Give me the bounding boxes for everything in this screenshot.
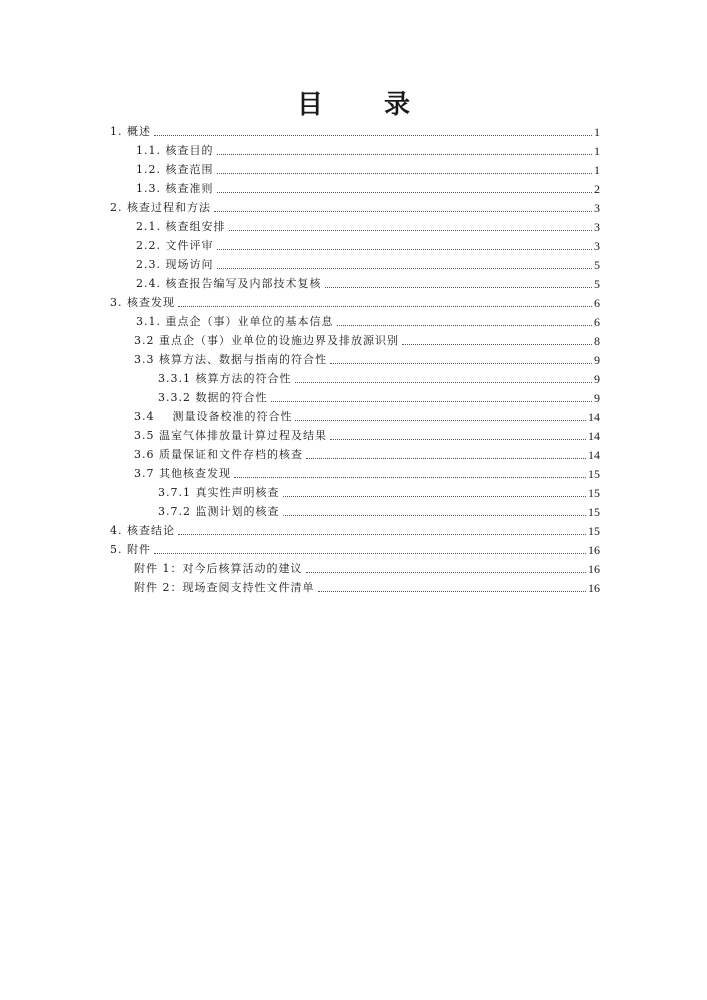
toc-entry-3-7-1[interactable] — [158, 484, 600, 500]
toc-entry-page: 16 — [588, 562, 600, 576]
toc-entry-label: 2.4. 核查报告编写及内部技术复核 — [136, 277, 322, 290]
toc-entry-1[interactable] — [110, 123, 600, 139]
toc-entry-5[interactable] — [110, 541, 600, 557]
toc-entry-page: 15 — [588, 524, 600, 538]
toc-entry-1-1[interactable] — [136, 142, 600, 158]
toc-entry-page: 1 — [594, 125, 600, 139]
toc-entry-label: 3.7 其他核查发现 — [134, 467, 231, 480]
dot-leader — [402, 344, 592, 345]
toc-entry-1-3[interactable] — [136, 180, 600, 196]
toc-entry-label: 附件 1：对今后核算活动的建议 — [134, 562, 303, 575]
toc-entry-page: 8 — [594, 334, 600, 348]
toc-entry-3[interactable] — [110, 294, 600, 310]
toc-entry-label: 2.1. 核查组安排 — [136, 220, 226, 233]
dot-leader — [325, 287, 593, 288]
dot-leader — [283, 496, 587, 497]
toc-entry-3-2[interactable] — [134, 332, 600, 348]
toc-entry-label: 3.1. 重点企（事）业单位的基本信息 — [136, 315, 334, 328]
dot-leader — [217, 173, 593, 174]
toc-entry-2-4[interactable] — [136, 275, 600, 291]
toc-entry-page: 5 — [594, 258, 600, 272]
toc-entry-page: 1 — [594, 163, 600, 177]
toc-entry-page: 15 — [588, 505, 600, 519]
toc-entry-page: 1 — [594, 144, 600, 158]
toc-entry-3-5[interactable] — [134, 427, 600, 443]
dot-leader — [330, 439, 586, 440]
dot-leader — [330, 363, 592, 364]
toc-entry-page: 5 — [594, 277, 600, 291]
toc-entry-page: 9 — [594, 372, 600, 386]
toc-entry-label: 2. 核查过程和方法 — [110, 201, 211, 214]
toc-entry-3-3[interactable] — [134, 351, 600, 367]
toc-entry-appendix-2[interactable] — [134, 579, 600, 595]
dot-leader — [295, 420, 586, 421]
toc-entry-3-4[interactable] — [134, 408, 600, 424]
dot-leader — [234, 477, 586, 478]
toc-entry-page: 6 — [594, 315, 600, 329]
toc-entry-label: 3. 核查发现 — [110, 296, 175, 309]
toc-entry-label: 3.3.2 数据的符合性 — [158, 391, 268, 404]
toc-entry-label: 3.4 测量设备校准的符合性 — [134, 410, 293, 423]
toc-entry-page: 14 — [588, 429, 600, 443]
toc-entry-page: 3 — [594, 201, 600, 215]
dot-leader — [178, 534, 586, 535]
toc-entry-label: 2.2. 文件评审 — [136, 239, 214, 252]
toc-entry-3-6[interactable] — [134, 446, 600, 462]
toc-entry-label: 5. 附件 — [110, 543, 151, 556]
toc-entry-3-3-2[interactable] — [158, 389, 600, 405]
dot-leader — [217, 154, 593, 155]
toc-entry-label: 3.7.1 真实性声明核查 — [158, 486, 280, 499]
dot-leader — [178, 306, 592, 307]
dot-leader — [217, 192, 593, 193]
toc-entry-page: 3 — [594, 239, 600, 253]
toc-entry-label: 3.6 质量保证和文件存档的核查 — [134, 448, 303, 461]
toc-entry-3-3-1[interactable] — [158, 370, 600, 386]
toc-entry-label: 1. 概述 — [110, 125, 151, 138]
dot-leader — [306, 572, 587, 573]
toc-entry-label: 4. 核查结论 — [110, 524, 175, 537]
toc-entry-1-2[interactable] — [136, 161, 600, 177]
dot-leader — [154, 553, 586, 554]
toc-entry-label: 2.3. 现场访问 — [136, 258, 214, 271]
toc-entry-2-3[interactable] — [136, 256, 600, 272]
toc-entry-page: 9 — [594, 391, 600, 405]
dot-leader — [283, 515, 587, 516]
toc-entry-page: 6 — [594, 296, 600, 310]
dot-leader — [229, 230, 593, 231]
dot-leader — [306, 458, 586, 459]
toc-entry-label: 1.3. 核查准则 — [136, 182, 214, 195]
toc-entry-label: 附件 2：现场查阅支持性文件清单 — [134, 581, 315, 594]
toc-entry-2-1[interactable] — [136, 218, 600, 234]
toc-entry-page: 16 — [588, 543, 600, 557]
dot-leader — [337, 325, 593, 326]
toc-entry-3-7[interactable] — [134, 465, 600, 481]
toc-entry-page: 14 — [588, 410, 600, 424]
toc-entry-4[interactable] — [110, 522, 600, 538]
toc-entry-label: 3.2 重点企（事）业单位的设施边界及排放源识别 — [134, 334, 399, 347]
toc-entry-page: 3 — [594, 220, 600, 234]
toc-entry-2[interactable] — [110, 199, 600, 215]
toc-entry-appendix-1[interactable] — [134, 560, 600, 576]
dot-leader — [295, 382, 593, 383]
toc-entry-label: 1.1. 核查目的 — [136, 144, 214, 157]
dot-leader — [271, 401, 593, 402]
dot-leader — [217, 268, 593, 269]
toc-entry-page: 16 — [588, 581, 600, 595]
dot-leader — [154, 135, 592, 136]
toc-entry-page: 15 — [588, 467, 600, 481]
toc-entry-2-2[interactable] — [136, 237, 600, 253]
toc-entry-label: 3.5 温室气体排放量计算过程及结果 — [134, 429, 327, 442]
toc-entry-3-1[interactable] — [136, 313, 600, 329]
toc-entry-page: 15 — [588, 486, 600, 500]
toc-entry-page: 2 — [594, 182, 600, 196]
toc-title: 目 录 — [296, 90, 437, 120]
toc-entry-label: 1.2. 核查范围 — [136, 163, 214, 176]
toc-entry-label: 3.3 核算方法、数据与指南的符合性 — [134, 353, 327, 366]
dot-leader — [217, 249, 593, 250]
dot-leader — [318, 591, 587, 592]
toc-entry-page: 9 — [594, 353, 600, 367]
toc-entry-page: 14 — [588, 448, 600, 462]
toc-entry-3-7-2[interactable] — [158, 503, 600, 519]
toc-entry-label: 3.3.1 核算方法的符合性 — [158, 372, 292, 385]
toc-entry-label: 3.7.2 监测计划的核查 — [158, 505, 280, 518]
dot-leader — [214, 211, 592, 212]
